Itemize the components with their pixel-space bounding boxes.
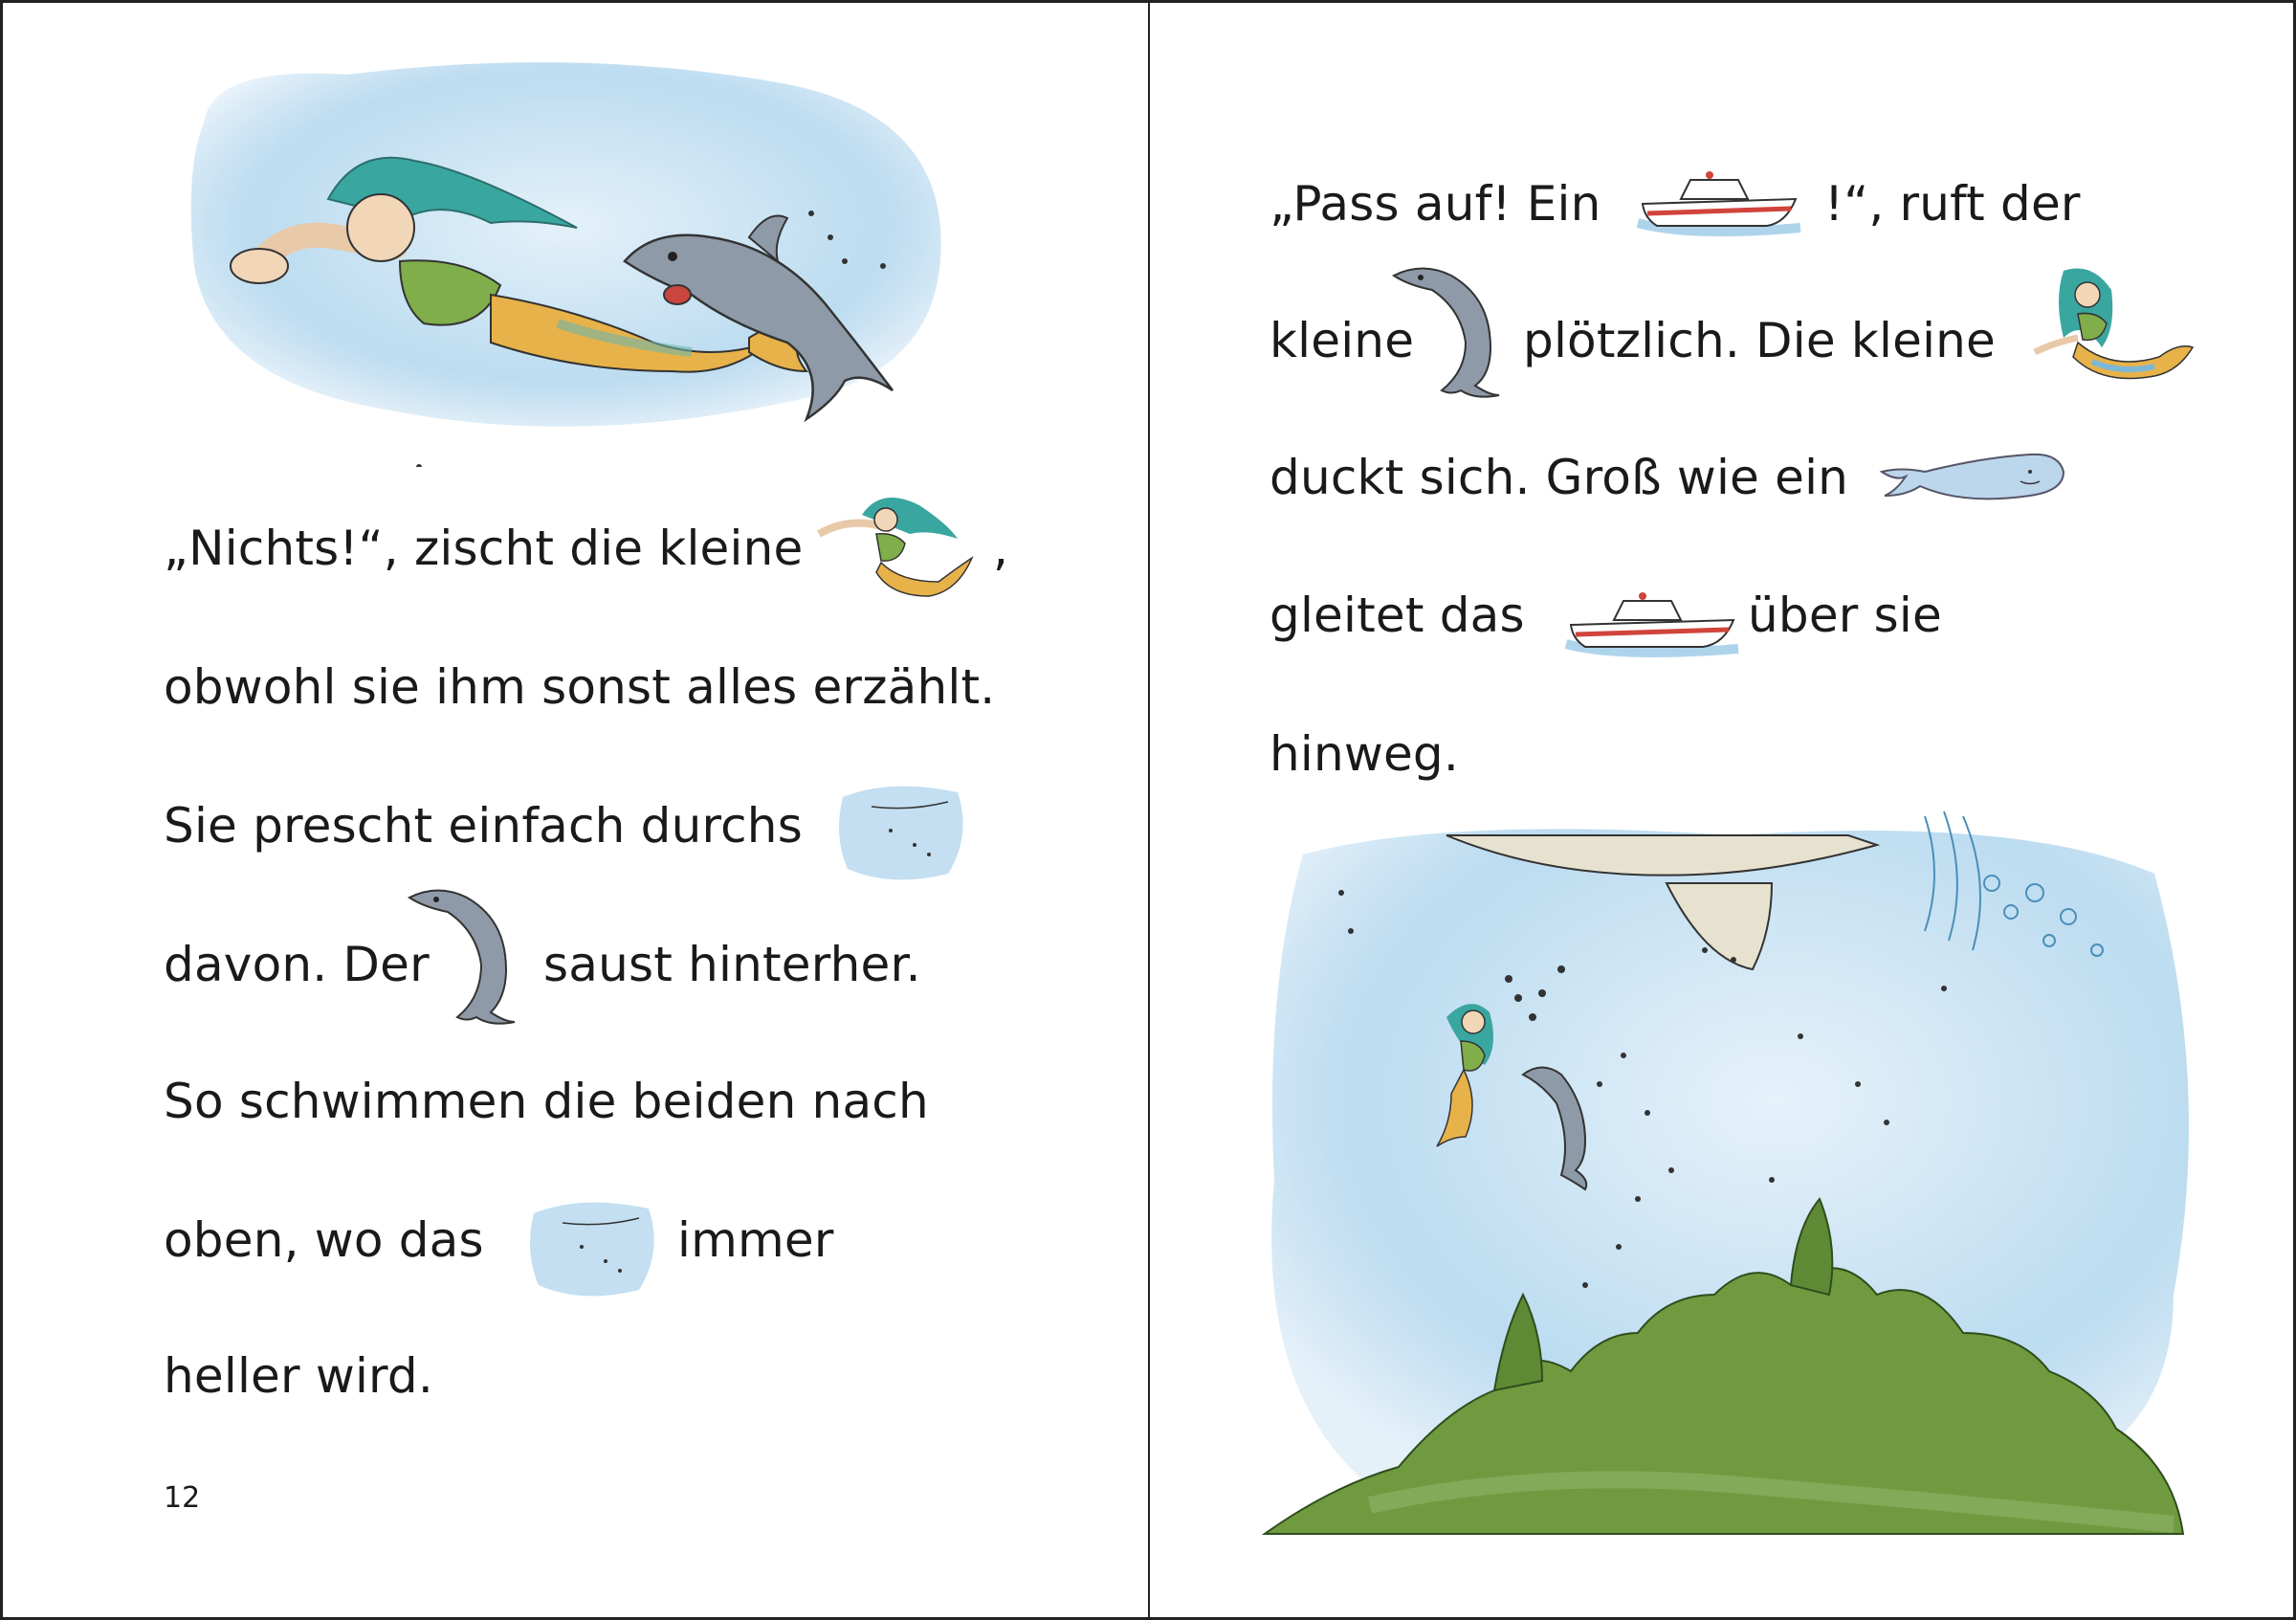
text-line-2: obwohl sie ihm sonst alles erzählt.	[164, 659, 996, 715]
text-line-4-after: saust hinterher.	[543, 937, 921, 992]
text-line-r2: kleine	[1269, 313, 1415, 368]
whale-icon	[1877, 443, 2068, 510]
underwater-scene-illustration	[1255, 797, 2212, 1563]
text-line-r3: duckt sich. Groß wie ein	[1269, 450, 1849, 505]
water-icon	[524, 1194, 668, 1304]
water-icon	[833, 778, 977, 888]
text-line-r2-after: plötzlich. Die kleine	[1523, 313, 1997, 368]
boat-icon	[1561, 582, 1743, 668]
text-line-5: So schwimmen die beiden nach	[164, 1074, 929, 1129]
text-line-7: heller wird.	[164, 1348, 433, 1404]
text-line-r1: „Pass auf! Ein	[1269, 176, 1601, 232]
right-page	[1148, 0, 2296, 1620]
text-line-r1-after: !“, ruft der	[1824, 176, 2081, 232]
mermaid-icon	[814, 486, 977, 606]
text-line-6: oben, wo das	[164, 1212, 484, 1268]
text-line-4: davon. Der	[164, 937, 430, 992]
text-line-r4: gleitet das	[1269, 588, 1525, 643]
text-line-1-before: „Nichts!“, zischt die kleine	[164, 521, 804, 576]
text-line-1-after: ,	[993, 521, 1009, 576]
page-number: 12	[164, 1481, 201, 1515]
mermaid-icon	[2025, 261, 2197, 405]
text-line-1	[164, 520, 803, 577]
text-line-r5: hinweg.	[1269, 726, 1459, 782]
text-line-6-after: immer	[677, 1212, 834, 1268]
mermaid-dolphin-illustration	[175, 55, 960, 467]
dolphin-icon	[1384, 256, 1509, 400]
text-line-r4-after: über sie	[1748, 588, 1942, 643]
boat-icon	[1633, 161, 1805, 247]
text-line-3: Sie prescht einfach durchs	[164, 798, 803, 854]
dolphin-icon	[400, 878, 529, 1027]
